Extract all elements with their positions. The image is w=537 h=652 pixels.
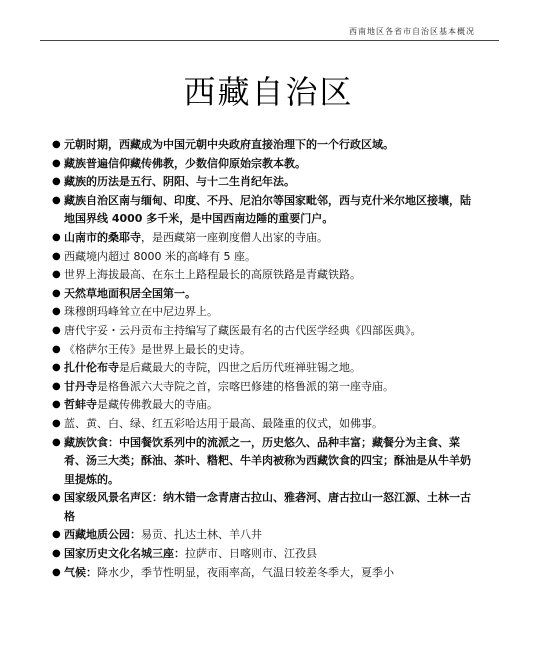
fact-item-text: 蓝、黄、白、绿、红五彩哈达用于最高、最隆重的仪式，如佛事。 [64,416,383,430]
bullet-icon: ● [52,417,61,429]
bullet-icon: ● [52,176,61,188]
fact-item [52,229,478,248]
fact-item [52,173,478,192]
fact-item [52,285,478,304]
fact-item [52,155,478,174]
bullet-icon: ● [52,194,61,206]
fact-item-lead: 国家级风景名声区： [64,491,163,505]
bullet-icon: ● [52,287,61,299]
fact-item-text: 《格萨尔王传》是世界上最长的史诗。 [64,342,251,356]
bullet-icon: ● [52,324,61,336]
bullet-icon: ● [52,269,61,281]
fact-item-text: 是藏传佛教最大的寺庙。 [97,398,218,412]
fact-item [52,545,478,564]
fact-item [52,192,478,229]
fact-item-lead: 扎什伦布寺 [64,361,119,375]
fact-item-text: 纳木错一念青唐古拉山、雅砻河、唐古拉山一怒江源、土林一古格 [64,491,471,523]
fact-item [52,434,478,490]
bullet-icon: ● [52,250,61,262]
fact-item-text: 降水少，季节性明显，夜雨率高，气温日较差冬季大，夏季小 [97,565,394,579]
fact-item-text: 是格鲁派六大寺院之首，宗喀巴修建的格鲁派的第一座寺庙。 [97,379,394,393]
bullet-icon: ● [52,343,61,355]
fact-item-text: ，是西藏第一座剃度僧人出家的寺庙。 [141,230,328,244]
fact-item [52,266,478,285]
fact-item-text: 藏族自治区南与缅甸、印度、不丹、尼泊尔等国家毗邻，西与克什米尔地区接壤，陆地国界线 4000 多千米，是中国西南边陲的重要门户。 [64,193,471,226]
fact-item [52,303,478,322]
fact-item-lead: 山南市的桑耶寺 [64,230,141,244]
fact-item-text: 是后藏最大的寺院，四世之后历代班禅驻锡之地。 [119,361,361,375]
fact-item-text: 元朝时期，西藏成为中国元朝中央政府直接治理下的一个行政区域。 [64,138,394,151]
fact-item [52,322,478,341]
fact-item [52,489,478,526]
bullet-icon: ● [52,139,61,150]
fact-item [52,564,478,583]
bullet-icon: ● [52,380,61,392]
fact-item-lead: 西藏地质公园： [64,528,141,542]
fact-item-text: 中国餐饮系列中的流派之一，历史悠久、品种丰富；藏餐分为主食、菜肴、汤三大类；酥油、茶叶、糌粑、牛羊肉被称为西藏饮食的四宝；酥油是从牛羊奶里提炼的。 [64,435,471,486]
fact-item-text: 易贡、扎达土林、羊八井 [141,528,262,542]
fact-item-text: 唐代宇妥・云丹贡布主持编写了藏医最有名的古代医学经典《四部医典》。 [64,323,422,337]
bullet-icon: ● [52,548,61,560]
bullet-icon: ● [52,362,61,374]
bullet-icon: ● [52,492,61,504]
bullet-icon: ● [52,157,61,169]
header-rule [40,40,499,41]
bullet-icon: ● [52,436,61,448]
fact-item [52,359,478,378]
fact-item-text: 世界上海拔最高、在东土上路程最长的高原铁路是青藏铁路。 [64,268,361,282]
fact-item [52,526,478,545]
fact-item-text: 西藏境内超过 8000 米的高峰有 5 座。 [64,249,256,263]
bullet-icon: ● [52,566,61,578]
fact-list [52,136,478,582]
bullet-icon: ● [52,529,61,541]
fact-item-text: 天然草地面积居全国第一。 [64,286,196,300]
fact-item-text: 珠穆朗玛峰耸立在中尼边界上。 [64,305,218,319]
bullet-icon: ● [52,399,61,411]
bullet-icon: ● [52,306,61,318]
fact-item-text: 藏族的历法是五行、阴阳、与十二生肖纪年法。 [64,175,295,189]
fact-item-lead: 国家历史文化名城三座： [64,547,185,561]
bullet-icon: ● [52,231,61,243]
fact-item [52,248,478,267]
fact-item [52,136,478,155]
fact-item-lead: 甘丹寺 [64,379,97,393]
fact-item-lead: 哲蚌寺 [64,398,97,412]
page-title: 西藏自治区 [183,73,354,111]
fact-item [52,341,478,360]
fact-item-lead: 藏族饮食： [64,435,119,449]
fact-item [52,396,478,415]
running-header: 西南地区各省市自治区基本概况 [349,27,475,36]
fact-item-lead: 气候： [64,565,97,579]
fact-item-text: 拉萨市、日喀则市、江孜县 [185,547,317,561]
fact-item [52,378,478,397]
fact-item-text: 藏族普遍信仰藏传佛教，少数信仰原始宗教本教。 [64,156,306,170]
fact-item [52,415,478,434]
